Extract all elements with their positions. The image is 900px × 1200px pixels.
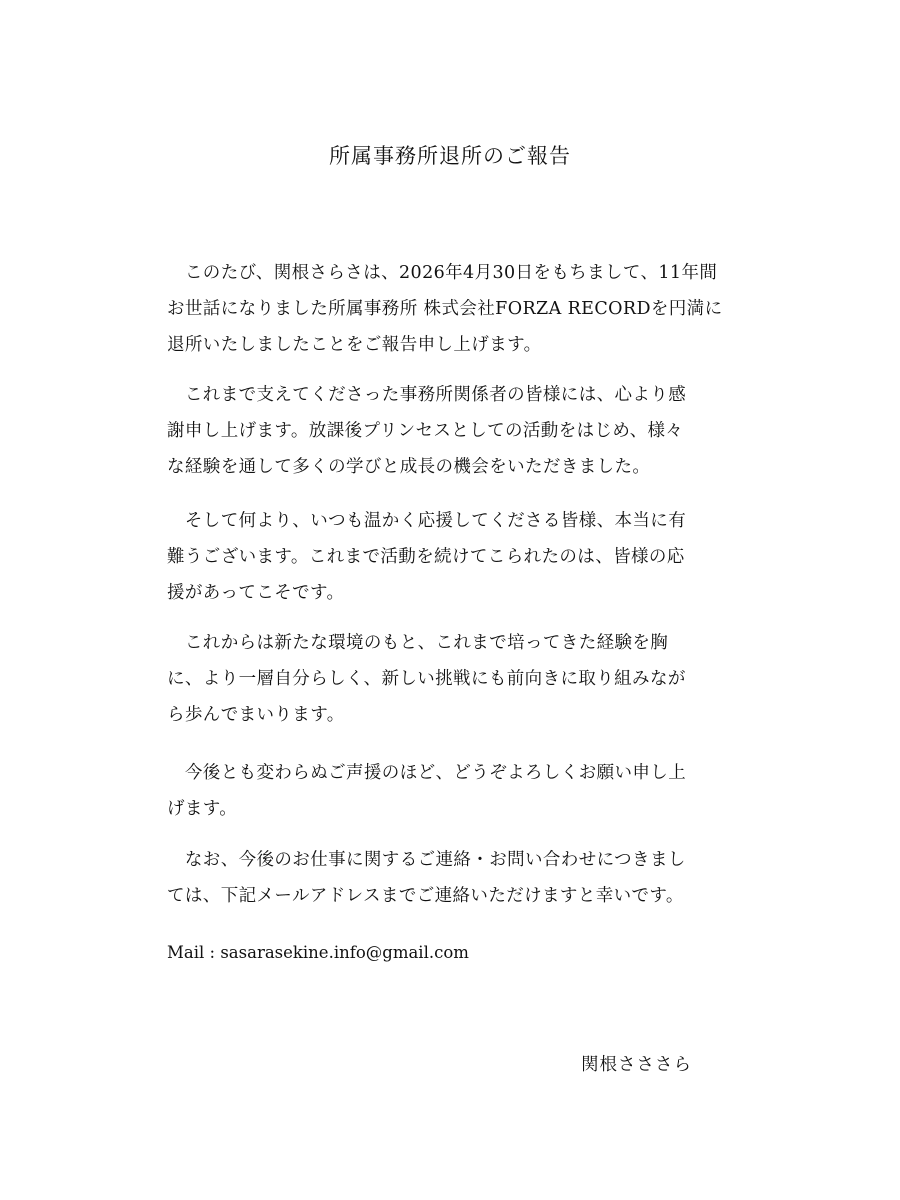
paragraph-line: このたび、関根さらさは、2026年4月30日をもちまして、11年間 bbox=[167, 263, 718, 283]
paragraph-line: これからは新たな環境のもと、これまで培ってきた経験を胸 bbox=[167, 633, 669, 653]
paragraph-line: お世話になりました所属事務所 株式会社FORZA RECORDを円満に bbox=[167, 299, 723, 319]
paragraph-4 bbox=[167, 625, 737, 733]
paragraph-line: 難うございます。これまで活動を続けてこられたのは、皆様の応 bbox=[167, 547, 685, 567]
paragraph-line: これまで支えてくださった事務所関係者の皆様には、心より感 bbox=[167, 385, 687, 405]
paragraph-line: ら歩んでまいります。 bbox=[167, 705, 345, 725]
paragraph-line: そして何より、いつも温かく応援してくださる皆様、本当に有 bbox=[167, 511, 687, 531]
paragraph-line: 退所いたしましたことをご報告申し上げます。 bbox=[167, 335, 542, 355]
paragraph-6 bbox=[167, 842, 737, 914]
paragraph-line: なお、今後のお仕事に関するご連絡・お問い合わせにつきまし bbox=[167, 850, 686, 870]
paragraph-2 bbox=[167, 377, 737, 485]
paragraph-line: 謝申し上げます。放課後プリンセスとしての活動をはじめ、様々 bbox=[167, 421, 684, 441]
signature: 関根さささら bbox=[581, 1055, 692, 1075]
paragraph-line: ては、下記メールアドレスまでご連絡いただけますと幸いです。 bbox=[167, 886, 684, 906]
paragraph-line: 援があってこそです。 bbox=[167, 583, 345, 603]
paragraph-line: な経験を通して多くの学びと成長の機会をいただきました。 bbox=[167, 457, 651, 477]
paragraph-5 bbox=[167, 755, 737, 827]
contact-email: Mail : sasarasekine.info@gmail.com bbox=[167, 943, 469, 962]
paragraph-line: 今後とも変わらぬご声援のほど、どうぞよろしくお願い申し上 bbox=[167, 763, 687, 783]
paragraph-3 bbox=[167, 503, 737, 611]
document-title: 所属事務所退所のご報告 bbox=[329, 144, 571, 168]
paragraph-1 bbox=[167, 255, 737, 363]
paragraph-line: げます。 bbox=[167, 799, 238, 819]
paragraph-line: に、より一層自分らしく、新しい挑戦にも前向きに取り組みなが bbox=[167, 669, 686, 689]
